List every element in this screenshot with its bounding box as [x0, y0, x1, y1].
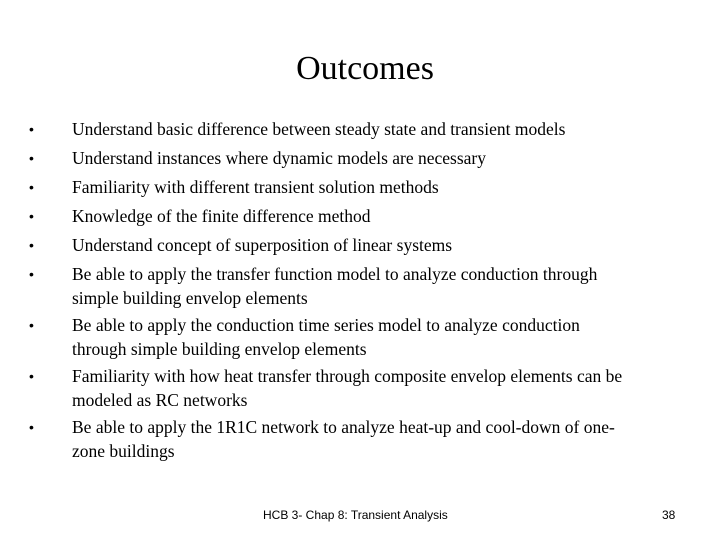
list-item	[29, 262, 704, 309]
list-item-line: Be able to apply the 1R1C network to analyze heat-up and cool-down of one-	[72, 417, 615, 437]
slide-title: Outcomes	[296, 50, 434, 87]
footer-text: HCB 3- Chap 8: Transient Analysis	[263, 508, 448, 522]
list-item	[29, 117, 704, 142]
bullet-icon: •	[29, 179, 34, 195]
slide-footer	[0, 507, 720, 523]
list-item-line: Be able to apply the conduction time series model to analyze conduction	[72, 315, 580, 335]
bullet-icon: •	[29, 266, 34, 282]
page-number: 38	[662, 508, 676, 522]
bullet-icon: •	[29, 150, 34, 166]
list-item-text	[72, 415, 704, 462]
list-item-line: modeled as RC networks	[72, 390, 248, 410]
list-item-line: Familiarity with how heat transfer through composite envelop elements can be	[72, 366, 623, 386]
list-item	[29, 146, 704, 171]
bullet-icon: •	[29, 368, 34, 384]
list-item-text: Knowledge of the finite difference method	[72, 206, 371, 226]
outcomes-list	[29, 117, 704, 466]
list-item-line: zone buildings	[72, 441, 175, 461]
list-item-text: Familiarity with different transient solution methods	[72, 177, 439, 197]
list-item	[29, 415, 704, 462]
list-item-text	[72, 262, 704, 309]
list-item-text	[72, 364, 704, 411]
bullet-icon: •	[29, 419, 34, 435]
list-item	[29, 175, 704, 200]
list-item-line: Be able to apply the transfer function model to analyze conduction through	[72, 264, 598, 284]
bullet-icon: •	[29, 208, 34, 224]
list-item-text: Understand basic difference between steady state and transient models	[72, 119, 566, 139]
list-item-text: Understand concept of superposition of linear systems	[72, 235, 453, 255]
list-item	[29, 233, 704, 258]
list-item	[29, 313, 704, 360]
list-item-text	[72, 313, 704, 360]
bullet-icon: •	[29, 237, 34, 253]
list-item	[29, 204, 704, 229]
bullet-icon: •	[29, 121, 34, 137]
list-item-line: through simple building envelop elements	[72, 339, 367, 359]
list-item	[29, 364, 704, 411]
bullet-icon: •	[29, 317, 34, 333]
list-item-line: simple building envelop elements	[72, 288, 308, 308]
list-item-text: Understand instances where dynamic models are necessary	[72, 148, 487, 168]
